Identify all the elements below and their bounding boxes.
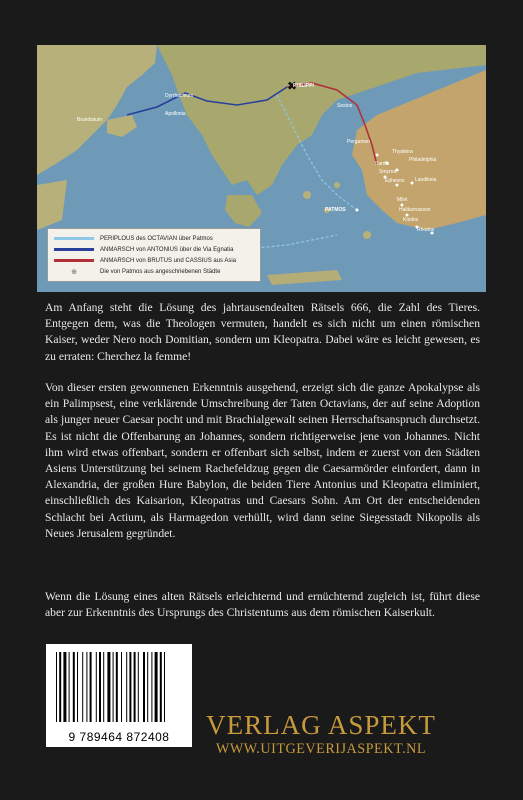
map-label-milet: Milet: [397, 197, 408, 203]
publisher-url: WWW.UITGEVERIJASPEKT.NL: [215, 741, 427, 757]
map-label-ephesos: Ephesos: [385, 178, 405, 184]
map-label-pergamon: Pergamon: [347, 139, 371, 145]
map-label-patmos: PATMOS: [325, 207, 346, 213]
publisher-block: [201, 710, 441, 758]
legend-swatch: [54, 237, 94, 240]
city-dot-icon: ⊕: [71, 268, 77, 276]
route-map: [37, 45, 486, 292]
map-label-halikarnassos: Halikarnassos: [399, 207, 431, 213]
map-label-philippi: PHILIPPI: [293, 83, 314, 89]
legend-label: PERIPLOUS des OCTAVIAN über Patmos: [100, 235, 213, 242]
map-label-philadelphia: Philadelphia: [409, 157, 437, 163]
legend-item: [54, 233, 254, 244]
legend-item: [54, 255, 254, 266]
legend-label: ANMARSCH von BRUTUS und CASSIUS aus Asia: [100, 257, 237, 264]
map-label-rhodos: Rhodos: [417, 227, 435, 233]
legend-label: Die von Patmos aus angeschriebenen Städte: [100, 268, 221, 275]
svg-text:✖: ✖: [287, 79, 298, 93]
blurb-paragraph-3: Wenn die Lösung eines alten Rätsels erleichternd und ernüchternd zugleich ist, führt diese aber zur Erkenntnis des Ursprungs des Christentums aus dem römischen Kaiserkult.: [45, 590, 480, 620]
map-label-brundisium: Brundisium: [77, 117, 103, 123]
isbn-number: 9 789464 872408: [68, 730, 170, 744]
barcode-bars: [46, 644, 192, 726]
map-label-smyrna: Smyrna: [379, 169, 397, 175]
isbn-barcode: [46, 644, 192, 747]
publisher-name: VERLAG ASPEKT: [206, 710, 436, 740]
legend-item: [54, 244, 254, 255]
map-label-apollonia: Apollonia: [165, 111, 186, 117]
map-legend: [47, 228, 261, 282]
map-label-sardis: Sardis: [375, 161, 390, 167]
legend-item: [54, 266, 254, 277]
blurb-paragraph-1: Am Anfang steht die Lösung des jahrtausendealten Rätsels 666, die Zahl des Tieres. Entgegen dem, was die Theologen vermuten, handelt es sich nicht um einen römischen Kaiser, weder Nero noch Domitian, sondern um Kleopatra. Dabei wäre es leicht gewesen, es zu erraten: Cherchez la femme!: [45, 301, 480, 363]
legend-swatch: [54, 248, 94, 251]
map-label-dyrrhachium: Dyrrhachium: [165, 93, 194, 99]
legend-swatch: [54, 259, 94, 262]
map-label-sestos: Sestos: [337, 103, 353, 109]
map-label-thyateira: Thyateira: [392, 149, 413, 155]
blurb-paragraph-2: Von dieser ersten gewonnenen Erkenntnis ausgehend, erzeigt sich die ganze Apokalypse als ein Palimpsest, eine verklärende Umschreibung der Taten Octavians, der auf seine Adoption als junger neuer Caesar pocht und mit Brachialgewalt seinen Herrschaftsanspruch durchsetzt. Es ist nicht die Offenbarung an Johannes, sondern richtigerweise jene von Johannes. Nicht ihm wird etwas offenbart, sondern er offenbart sich selbst, indem er zuerst von den Städten Asiens Unterstützung bei seinem Rachefeldzug gegen die Caesarmörder einfordert, dann in Alexandria, der großen Hure Babylon, die beiden Tiere Antonius und Kleopatra eliminiert, einschließlich des Kaisarion, Kleopatras und Caesars Sohn. Am Ort der entscheidenden Schlacht bei Actium, als Harmagedon verhüllt, wird dann seine Siegesstadt Nikopolis als Neues Jerusalem gegründet.: [45, 381, 480, 540]
map-label-laodikeia: Laodikeia: [415, 177, 437, 183]
map-label-knidos: Knidos: [403, 217, 419, 223]
legend-label: ANMARSCH von ANTONIUS über die Via Egnatia: [100, 246, 234, 253]
